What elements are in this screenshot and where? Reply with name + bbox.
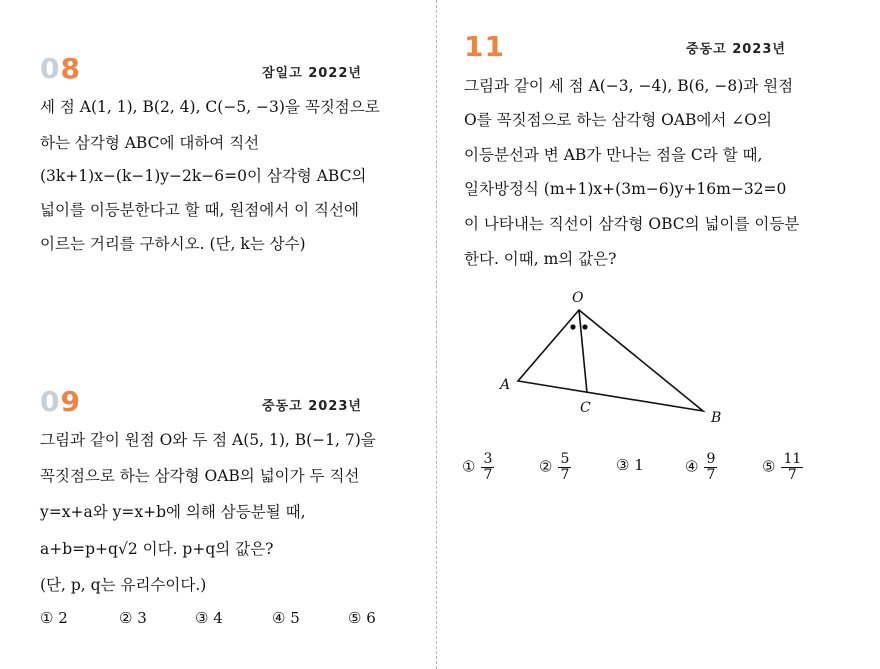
problem-11-choices	[462, 452, 862, 492]
choice-1[interactable]: ① $\frac{3}{7}$	[462, 451, 493, 483]
problem-11-line: 이등분선과 변 AB가 만나는 점을 C라 할 때,	[464, 146, 763, 164]
problem-09-line: 그림과 같이 원점 O와 두 점 A(5, 1), B(−1, 7)을	[40, 431, 376, 449]
choice-3[interactable]: ③ 1	[616, 456, 644, 474]
choice-4[interactable]: ④ $\frac{9}{7}$	[685, 451, 716, 483]
angle-mark-dot	[582, 324, 587, 329]
problem-11-line: 그림과 같이 세 점 A(−3, −4), B(6, −8)과 원점	[464, 77, 794, 95]
problem-09-number: 09	[40, 385, 81, 418]
angle-bisector-oc	[579, 310, 587, 393]
label-c: C	[580, 400, 591, 416]
fraction: $\frac{11}{7}$	[783, 451, 802, 483]
triangle-oab	[518, 310, 703, 411]
choice-2[interactable]: ② 3	[119, 609, 147, 627]
triangle-figure	[488, 282, 788, 432]
problem-11-line: 한다. 이때, m의 값은?	[464, 250, 617, 268]
problem-08-line: 하는 삼각형 ABC에 대하여 직선	[40, 134, 260, 152]
choice-3[interactable]: ③ 4	[195, 609, 223, 627]
choice-5[interactable]: ⑤ $\frac{11}{7}$	[762, 451, 802, 483]
problem-09-school: 중동고 2023년	[262, 399, 362, 414]
problem-11-school: 중동고 2023년	[686, 42, 786, 57]
problem-09-line: a+b=p+q√2 이다. p+q의 값은?	[40, 540, 274, 558]
problem-11-number: 11	[464, 30, 505, 63]
problem-09-line: y=x+a와 y=x+b에 의해 삼등분될 때,	[40, 503, 306, 521]
problem-11-line: O를 꼭짓점으로 하는 삼각형 OAB에서 ∠O의	[464, 111, 772, 129]
problem-08-line: 세 점 A(1, 1), B(2, 4), C(−5, −3)을 꼭짓점으로	[40, 98, 380, 116]
fraction: $\frac{5}{7}$	[560, 451, 570, 483]
fraction: $\frac{9}{7}$	[706, 451, 716, 483]
problem-08-line: 넓이를 이등분한다고 할 때, 원점에서 이 직선에	[40, 201, 359, 219]
choice-4[interactable]: ④ 5	[272, 609, 300, 627]
left-column	[0, 0, 437, 669]
choice-1[interactable]: ① 2	[40, 609, 68, 627]
choice-2[interactable]: ② $\frac{5}{7}$	[539, 451, 570, 483]
right-column	[438, 0, 880, 669]
problem-08-school: 잠일고 2022년	[262, 66, 362, 81]
problem-09-line: 꼭짓점으로 하는 삼각형 OAB의 넓이가 두 직선	[40, 467, 360, 485]
label-b: B	[711, 410, 722, 426]
problem-11-line: 이 나타내는 직선이 삼각형 OBC의 넓이를 이등분	[464, 215, 800, 233]
label-a: A	[500, 377, 511, 393]
fraction: $\frac{3}{7}$	[483, 451, 493, 483]
problem-09-line: (단, p, q는 유리수이다.)	[40, 576, 207, 594]
problem-08-line: (3k+1)x−(k−1)y−2k−6=0이 삼각형 ABC의	[40, 167, 367, 185]
problem-08-number: 08	[40, 52, 81, 85]
problem-08-line: 이르는 거리를 구하시오. (단, k는 상수)	[40, 235, 306, 253]
angle-mark-dot	[570, 324, 575, 329]
problem-11-line: 일차방정식 (m+1)x+(3m−6)y+16m−32=0	[464, 180, 787, 198]
label-o: O	[572, 290, 584, 306]
problem-09-choices	[40, 609, 420, 631]
choice-5[interactable]: ⑤ 6	[348, 609, 376, 627]
